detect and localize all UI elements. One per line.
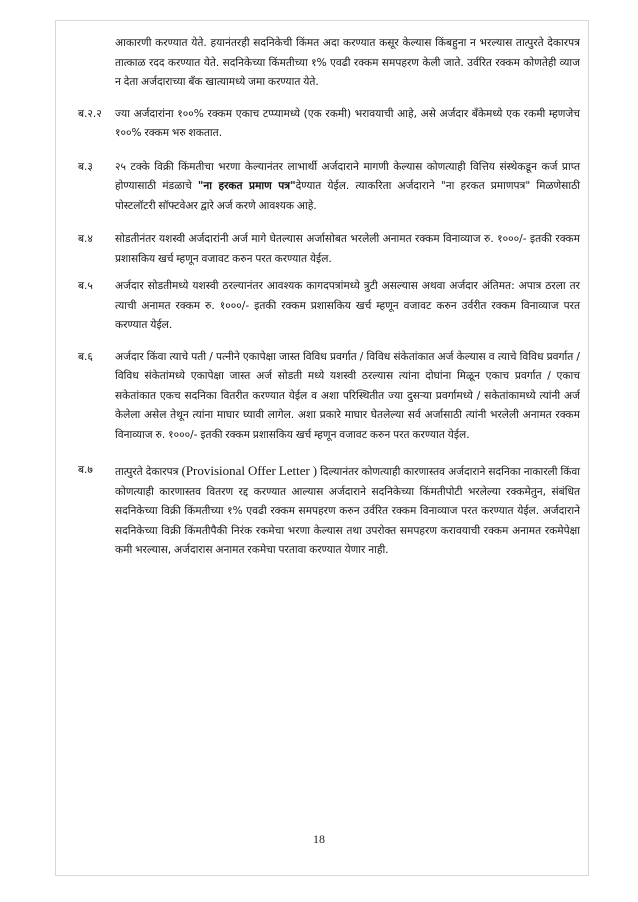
section-b-4 xyxy=(78,230,580,269)
section-number: ब.६ xyxy=(78,350,93,363)
section-number: ब.५ xyxy=(78,280,93,292)
provisional-offer-letter-text: (Provisional Offer Letter ) xyxy=(181,463,318,478)
noc-bold-text: "ना हरकत प्रमाण पत्र" xyxy=(197,180,296,192)
section-b-6 xyxy=(78,348,580,446)
section-text: सोडतीनंतर यशस्वी अर्जदारांनी अर्ज मागे घेतल्यास अर्जासोबत भरलेली अनामत रक्कम विनाव्याज रु. १०००/- इतकी रक्कम प्रशासकिय खर्च म्हणून वजावट करुन परत करण्यात येईल. xyxy=(115,233,580,265)
section-b-3 xyxy=(78,158,580,217)
continuation-paragraph xyxy=(78,34,580,93)
section-text: तात्पुरते देकारपत्र xyxy=(115,466,182,478)
section-b-7 xyxy=(78,461,580,561)
section-number: ब.२.२ xyxy=(78,107,102,120)
section-number: ब.७ xyxy=(78,464,93,476)
section-number: ब.४ xyxy=(78,233,93,245)
section-b-2-2 xyxy=(78,105,580,144)
continuation-text: आकारणी करण्यात येते. हयानंतरही सदनिकेची किंमत अदा करण्यात कसूर केल्यास किंबहुना न भरल्यास तात्पुरते देकारपत्र तात्काळ रदद करण्यात येते. सदनिकेच्या किंमतीच्या १% एवढी रक्कम समपहरण केली जाते. उर्वरित रक्कम कोणतेही व्याज न देता अर्जदाराच्या बँक खात्यामध्ये जमा करण्यात येते. xyxy=(115,37,580,88)
section-text: ज्या अर्जदारांना १००% रक्कम एकाच टप्प्यामध्ये (एक रकमी) भरावयाची आहे, असे अर्जदार बँकेमध्ये एक रकमी म्हणजेच १००% रक्कम भरु शकतात. xyxy=(115,107,581,139)
page-number: 18 xyxy=(313,832,325,846)
section-text-continued: देण्यात येईल. त्याकरिता अर्जदाराने "ना हरकत प्रमाणपत्र" मिळणेसाठी पोस्टलॉटरी सॉफ्टवेअर द्वारे अर्ज करणे आवश्यक आहे. xyxy=(115,180,580,212)
section-text-continued: दिल्यानंतर कोणत्याही कारणास्तव अर्जदाराने सदनिका नाकारली किंवा कोणत्याही कारणास्तव वितरण रद्द करण्यात आल्यास अर्जदाराने सदनिकेच्या किंमतीपोटी भरलेल्या रक्कमेतुन, संबंधित सदनिकेच्या विक्री किंमतीच्या १% एवढी रक्कम समपहरण करुन उर्वरित रक्कम विनाव्याज परत करण्यात येईल. अर्जदाराने सदनिकेच्या विक्री किंमतीपैकी निरंक रकमेचा भरणा केल्यास तथा उपरोक्त समपहरण करावयाची रक्कम अनामत रकमेपेक्षा कमी भरल्यास, अर्जदारास अनामत रकमेचा परतावा करण्यात येणार नाही. xyxy=(115,466,580,556)
section-text: २५ टक्के विक्री किंमतीचा भरणा केल्यानंतर लाभार्थी अर्जदाराने मागणी केल्यास कोणत्याही वित्तिय संस्थेकडून कर्ज प्राप्त होण्यासाठी मंडळाचे xyxy=(115,160,580,192)
section-b-5 xyxy=(78,277,580,336)
section-text: अर्जदार किंवा त्याचे पती / पत्नीने एकापेक्षा जास्त विविध प्रवर्गात / विविध संकेतांकात अर्ज केल्यास व त्याचे विविध प्रवर्गात / विविध संकेतांमध्ये एकापेक्षा जास्त अर्ज सोडती मध्ये यशस्वी ठरल्यास त्यांना दोघांना मिळून एकाच प्रवर्गात / एकाच सकेतांकात एकच सदनिका वितरीत करण्यात येईल व अशा परिस्थितीत ज्या दुसऱ्या प्रवर्गामध्ये / सकेतांकामध्ये त्यांनी अर्ज केलेला असेल तेथून त्यांना माघार घ्यावी लागेल. अशा प्रकारे माघार घेतलेल्या सर्व अर्जासाठी त्यांनी भरलेली अनामत रक्कम विनाव्याज रु. १०००/- इतकी रक्कम प्रशासकिय खर्च म्हणून वजावट करुन परत करण्यात येईल. xyxy=(115,350,580,441)
section-number: ब.३ xyxy=(78,160,93,173)
section-text: अर्जदार सोडतीमध्ये यशस्वी ठरल्यानंतर आवश्यक कागदपत्रांमध्ये त्रुटी असल्यास अथवा अर्जदार अंतिमत: अपात्र ठरला तर त्याची अनामत रक्कम रु. १०००/- इतकी रक्कम प्रशासकिय खर्च म्हणून वजावट करुन उर्वरीत रक्कम विनाव्याज परत करण्यात येईल. xyxy=(115,280,580,331)
document-body xyxy=(78,34,580,561)
